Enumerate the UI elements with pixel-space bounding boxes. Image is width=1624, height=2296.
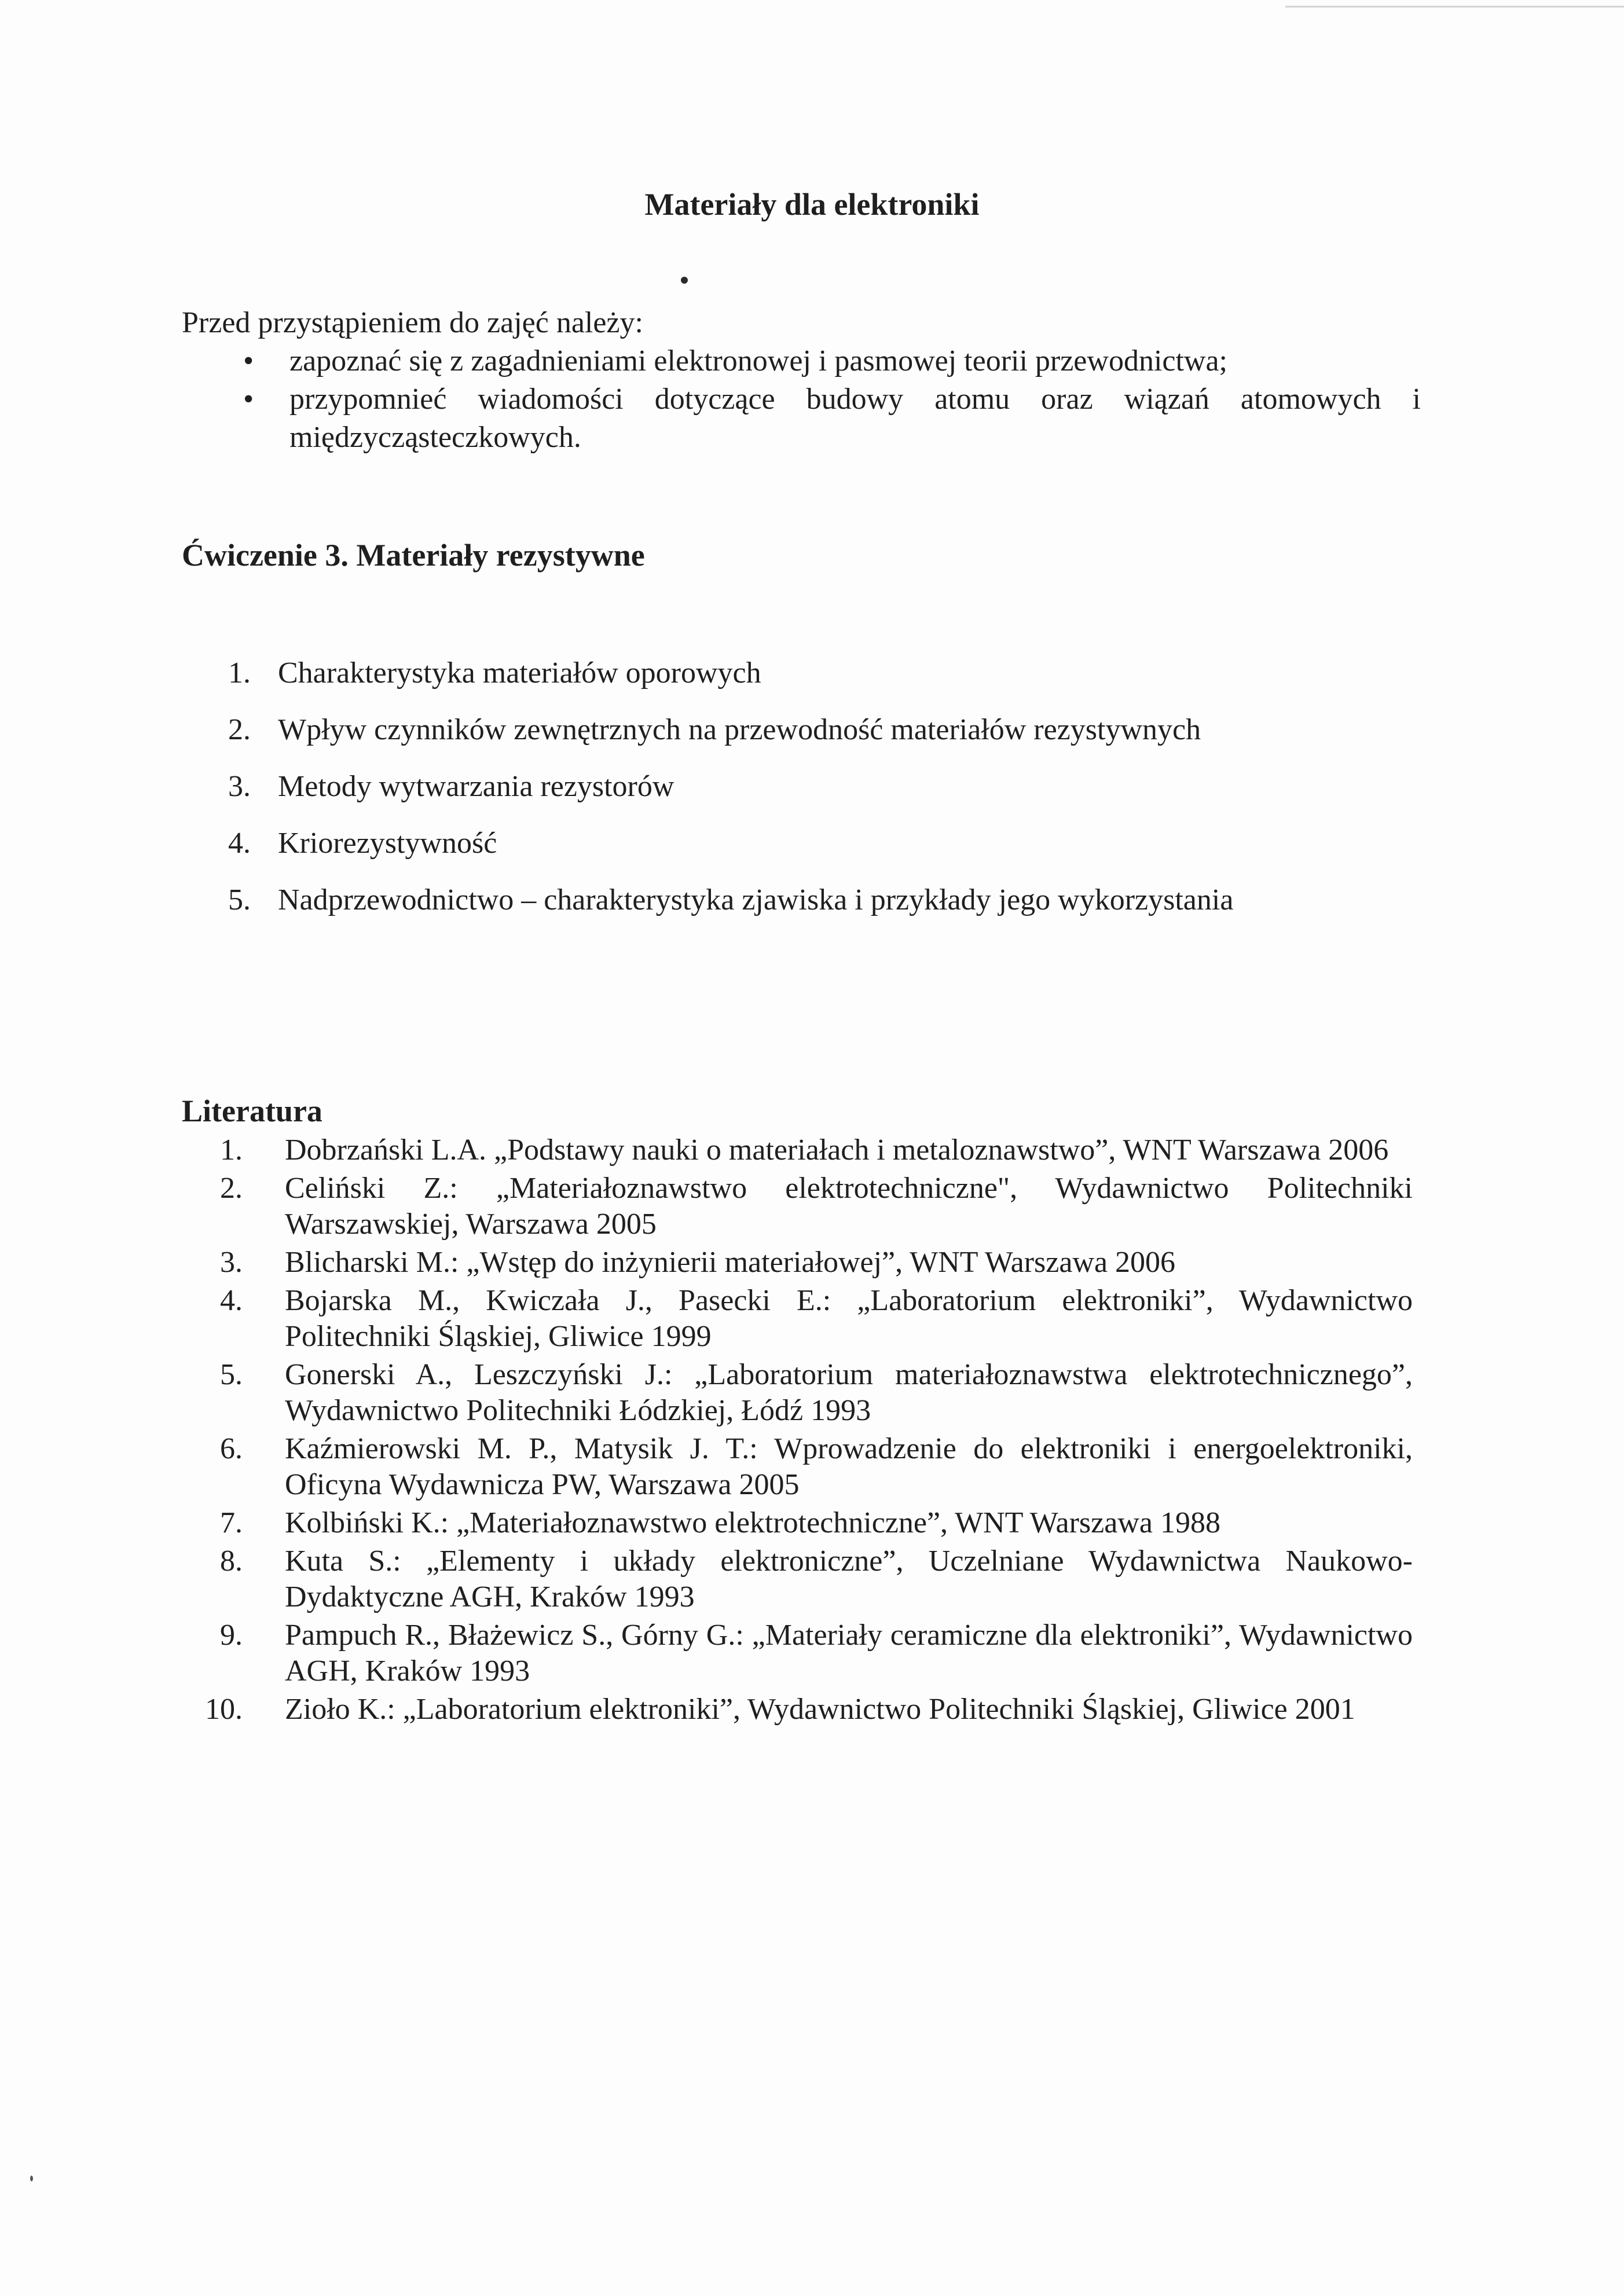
document-title: Materiały dla elektroniki <box>644 187 980 222</box>
reference-item <box>220 1171 1413 1242</box>
reference-text: Bojarska M., Kwiczała J., Pasecki E.: „Laboratorium elektroniki”, Wydawnictwo Politechniki Śląskiej, Gliwice 1999 <box>285 1284 1413 1353</box>
reference-number: 1. <box>220 1134 243 1167</box>
reference-text: Kolbiński K.: „Materiałoznawstwo elektrotechniczne”, WNT Warszawa 1988 <box>285 1506 1220 1539</box>
reference-number: 3. <box>220 1246 243 1279</box>
topic-number: 5. <box>228 883 251 916</box>
reference-item <box>220 1357 1413 1429</box>
preparation-bullet-list <box>182 342 1421 457</box>
reference-number: 2. <box>220 1172 243 1205</box>
reference-number: 6. <box>220 1432 243 1465</box>
reference-item <box>220 1543 1413 1615</box>
topic-text: Charakterystyka materiałów oporowych <box>278 656 761 689</box>
reference-number: 4. <box>220 1284 243 1317</box>
reference-number: 5. <box>220 1358 243 1391</box>
topic-number: 4. <box>228 827 251 860</box>
scan-speck <box>30 2176 33 2181</box>
bullet-dot-icon: • <box>243 383 254 416</box>
preparation-bullet-text: przypomnieć wiadomości dotyczące budowy atomu oraz wiązań atomowych i międzycząsteczkowych. <box>289 383 1421 454</box>
reference-number: 8. <box>220 1545 243 1578</box>
topic-text: Nadprzewodnictwo – charakterystyka zjawiska i przykłady jego wykorzystania <box>278 883 1234 916</box>
reference-text: Dobrzański L.A. „Podstawy nauki o materiałach i metaloznawstwo”, WNT Warszawa 2006 <box>285 1134 1389 1167</box>
reference-number: 10. <box>205 1693 243 1726</box>
reference-number: 7. <box>220 1506 243 1539</box>
preparation-bullet <box>182 342 1421 380</box>
scan-speck <box>681 277 688 284</box>
reference-item <box>220 1245 1413 1281</box>
reference-item <box>220 1618 1413 1689</box>
reference-item <box>220 1505 1413 1541</box>
preparation-section <box>182 304 1421 457</box>
preparation-bullet-text: zapoznać się z zagadnieniami elektronowej i pasmowej teorii przewodnictwa; <box>289 344 1227 377</box>
preparation-bullet <box>182 380 1421 457</box>
reference-text: Gonerski A., Leszczyński J.: „Laboratorium materiałoznawstwa elektrotechnicznego”, Wydawnictwo Politechniki Łódzkiej, Łódź 1993 <box>285 1358 1413 1427</box>
reference-text: Zioło K.: „Laboratorium elektroniki”, Wydawnictwo Politechniki Śląskiej, Gliwice 2001 <box>285 1693 1355 1726</box>
reference-number: 9. <box>220 1619 243 1652</box>
topic-number: 3. <box>228 770 251 803</box>
topic-number: 2. <box>228 713 251 746</box>
reference-text: Pampuch R., Błażewicz S., Górny G.: „Materiały ceramiczne dla elektroniki”, Wydawnictwo AGH, Kraków 1993 <box>285 1619 1413 1688</box>
scan-edge-line <box>1285 6 1624 8</box>
topic-text: Metody wytwarzania rezystorów <box>278 770 674 803</box>
bullet-dot-icon: • <box>243 344 254 377</box>
reference-text: Kuta S.: „Elementy i układy elektroniczne”, Uczelniane Wydawnictwa Naukowo-Dydaktyczne AGH, Kraków 1993 <box>285 1545 1413 1613</box>
preparation-lead: Przed przystąpieniem do zajęć należy: <box>182 306 643 339</box>
literature-heading: Literatura <box>182 1094 322 1128</box>
reference-text: Kaźmierowski M. P., Matysik J. T.: Wprowadzenie do elektroniki i energoelektroniki, Oficyna Wydawnicza PW, Warszawa 2005 <box>285 1432 1413 1501</box>
topic-item <box>228 653 1233 710</box>
topic-number: 1. <box>228 656 251 689</box>
topic-text: Wpływ czynników zewnętrznych na przewodność materiałów rezystywnych <box>278 713 1201 746</box>
reference-item <box>220 1132 1413 1168</box>
topic-item <box>228 766 1233 823</box>
reference-item <box>220 1431 1413 1503</box>
exercise-heading: Ćwiczenie 3. Materiały rezystywne <box>182 538 645 573</box>
reference-item <box>205 1692 1413 1727</box>
reference-text: Blicharski M.: „Wstęp do inżynierii materiałowej”, WNT Warszawa 2006 <box>285 1246 1176 1279</box>
topic-item <box>228 880 1233 937</box>
topic-text: Kriorezystywność <box>278 827 497 860</box>
topic-item <box>228 710 1233 766</box>
exercise-topic-list <box>228 653 1233 937</box>
topic-item <box>228 823 1233 880</box>
reference-item <box>220 1283 1413 1355</box>
reference-text: Celiński Z.: „Materiałoznawstwo elektrotechniczne", Wydawnictwo Politechniki Warszawskiej, Warszawa 2005 <box>285 1172 1413 1241</box>
literature-list <box>205 1132 1413 1730</box>
